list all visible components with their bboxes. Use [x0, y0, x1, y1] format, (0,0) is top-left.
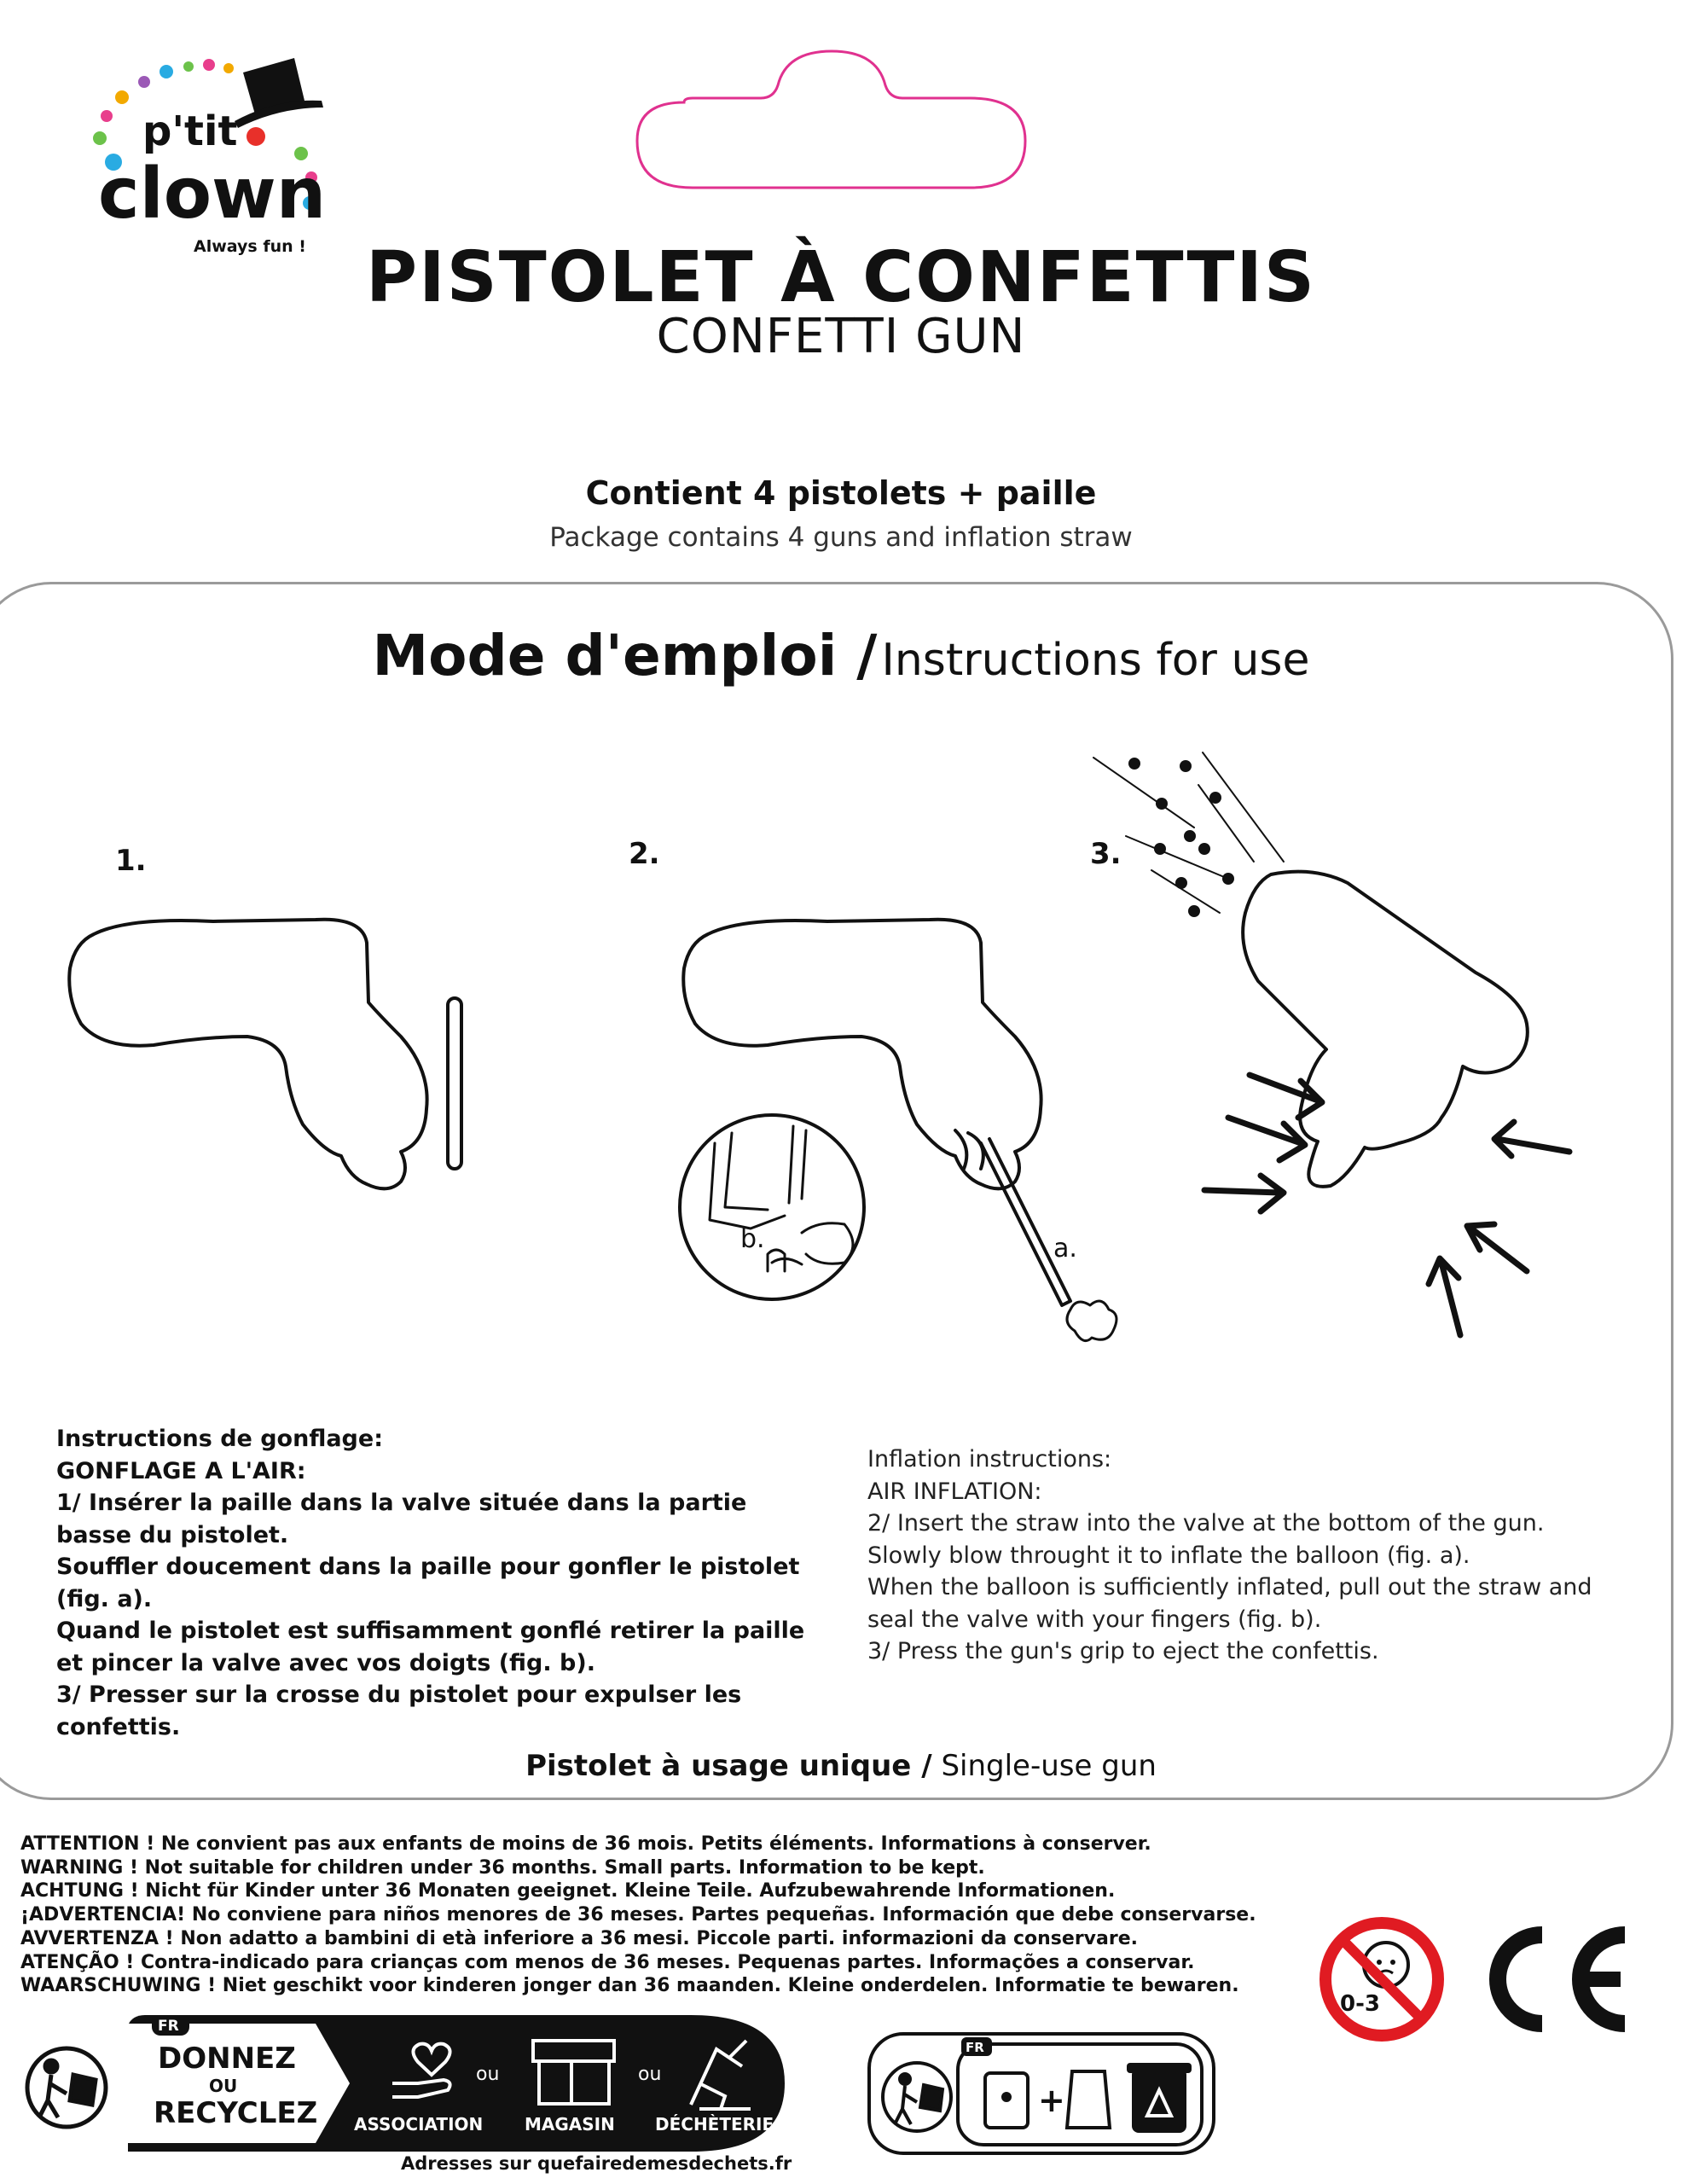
warning-line: ACHTUNG ! Nicht für Kinder unter 36 Monaten geeignet. Kleine Teile. Aufzubewahrende Informationen.	[20, 1880, 1116, 1902]
instruction-figures	[0, 742, 1682, 1391]
donnez-label: DONNEZ	[158, 2042, 296, 2076]
triman-icon-2	[883, 2063, 951, 2131]
step-2-label: 2.	[629, 837, 660, 871]
packaging-sorting-info	[866, 2030, 1217, 2157]
fig-b-label: b.	[740, 1224, 765, 1254]
straw-icon	[448, 998, 461, 1169]
instruction-line: AIR INFLATION:	[867, 1478, 1042, 1505]
instruction-line: 3/ Presser sur la crosse du pistolet pour expulser les confettis.	[56, 1682, 742, 1740]
instructions-heading-en: Instructions for use	[881, 635, 1310, 686]
separator-ou-2: ou	[638, 2064, 662, 2085]
brand-line2: clown	[98, 154, 327, 235]
recycling-info-band	[17, 2015, 802, 2152]
top-hat-icon	[235, 58, 323, 128]
triman-icon	[27, 2048, 106, 2127]
ou-label: OU	[209, 2076, 238, 2096]
recyclez-label: RECYCLEZ	[154, 2096, 318, 2130]
instructions-heading-fr: Mode d'emploi /	[372, 623, 878, 688]
single-use-notice	[0, 1749, 1682, 1783]
deflated-gun-shape	[69, 920, 426, 1189]
instruction-line: GONFLAGE A L'AIR:	[56, 1457, 306, 1484]
inflation-straw	[981, 1139, 1070, 1305]
age-label: 0-3	[1340, 1991, 1380, 2017]
product-title-fr: PISTOLET À CONFETTIS	[366, 237, 1316, 318]
brand-line1: p'tit	[142, 107, 238, 155]
country-code: FR	[158, 2018, 179, 2035]
product-title-en: CONFETTI GUN	[656, 309, 1026, 364]
card-pack-icon	[985, 2073, 1028, 2128]
brand-tagline: Always fun !	[194, 237, 306, 256]
press-arrows	[1204, 1075, 1569, 1335]
warning-line: ATTENTION ! Ne convient pas aux enfants de moins de 36 mois. Petits éléments. Informations à conserver.	[20, 1833, 1151, 1855]
instruction-line: Souffler doucement dans la paille pour gonfler le pistolet (fig. a).	[56, 1554, 800, 1612]
separator-ou: ou	[476, 2064, 500, 2085]
bag-pack-icon	[1067, 2071, 1110, 2128]
step-3-label: 3.	[1090, 837, 1122, 871]
inflating-gun-shape	[683, 920, 1041, 1189]
option-decheterie: DÉCHÈTERIE	[655, 2114, 774, 2135]
detail-circle	[680, 1115, 864, 1299]
option-association: ASSOCIATION	[354, 2114, 484, 2135]
warning-line: ¡ADVERTENCIA! No conviene para niños menores de 36 meses. Partes pequeñas. Información que debe conservarse.	[20, 1904, 1256, 1926]
package-contents-en: Package contains 4 guns and inflation straw	[549, 522, 1133, 553]
svg-text:+: +	[1038, 2082, 1065, 2119]
instruction-line: Inflation instructions:	[867, 1446, 1112, 1472]
warning-line: ATENÇÃO ! Contra-indicado para crianças com menos de 36 meses. Pequenas partes. Informações a conservar.	[20, 1951, 1195, 1973]
recycling-address: Adresses sur quefairedemesdechets.fr	[401, 2153, 792, 2174]
fig-a-label: a.	[1053, 1234, 1077, 1263]
inflation-instructions-en	[867, 1443, 1618, 1668]
step-1-figure	[69, 844, 461, 1188]
package-contents-fr: Contient 4 pistolets + paille	[585, 474, 1097, 512]
single-use-fr: Pistolet à usage unique /	[525, 1749, 932, 1783]
age-warning-icon	[1318, 1915, 1446, 2043]
step-1-label: 1.	[115, 844, 147, 878]
instruction-line: Instructions de gonflage:	[56, 1426, 383, 1452]
inflation-instructions-fr	[56, 1423, 807, 1743]
country-code-2: FR	[966, 2040, 984, 2055]
instruction-line: 1/ Insérer la paille dans la valve située dans la partie basse du pistolet.	[56, 1490, 747, 1548]
valve-detail	[710, 1126, 806, 1228]
step-3-figure	[1090, 752, 1569, 1335]
brand-logo	[81, 51, 345, 264]
instruction-line: When the balloon is sufficiently inflated, pull out the straw and seal the valve with your fingers (fig. b).	[867, 1574, 1592, 1633]
single-use-en: Single-use gun	[941, 1749, 1157, 1783]
instruction-line: Slowly blow throught it to inflate the balloon (fig. a).	[867, 1542, 1470, 1569]
warning-line: WAARSCHUWING ! Niet geschikt voor kinderen jonger dan 36 maanden. Kleine onderdelen. Informatie te bewaren.	[20, 1975, 1239, 1997]
clown-nose-icon	[246, 127, 265, 146]
air-puff-icon	[1067, 1301, 1116, 1341]
warning-line: AVVERTENZA ! Non adatto a bambini di età inferiore a 36 mesi. Piccole parti. informazioni da conservare.	[20, 1927, 1138, 1949]
instruction-line: 3/ Press the gun's grip to eject the confettis.	[867, 1638, 1379, 1664]
safety-warnings	[20, 1833, 1300, 1998]
instruction-line: 2/ Insert the straw into the valve at the bottom of the gun.	[867, 1510, 1545, 1536]
recycle-bin-icon	[1127, 2063, 1192, 2133]
step-2-figure	[629, 837, 1116, 1341]
instruction-line: Quand le pistolet est suffisamment gonflé retirer la paille et pincer la valve avec vos doigts (fig. b).	[56, 1618, 805, 1676]
option-magasin: MAGASIN	[525, 2114, 615, 2135]
hang-tab-outline	[633, 47, 1030, 192]
warning-line: WARNING ! Not suitable for children under 36 months. Small parts. Information to be kept.	[20, 1856, 985, 1879]
instructions-heading	[0, 623, 1682, 688]
ce-mark-icon	[1476, 1920, 1638, 2039]
